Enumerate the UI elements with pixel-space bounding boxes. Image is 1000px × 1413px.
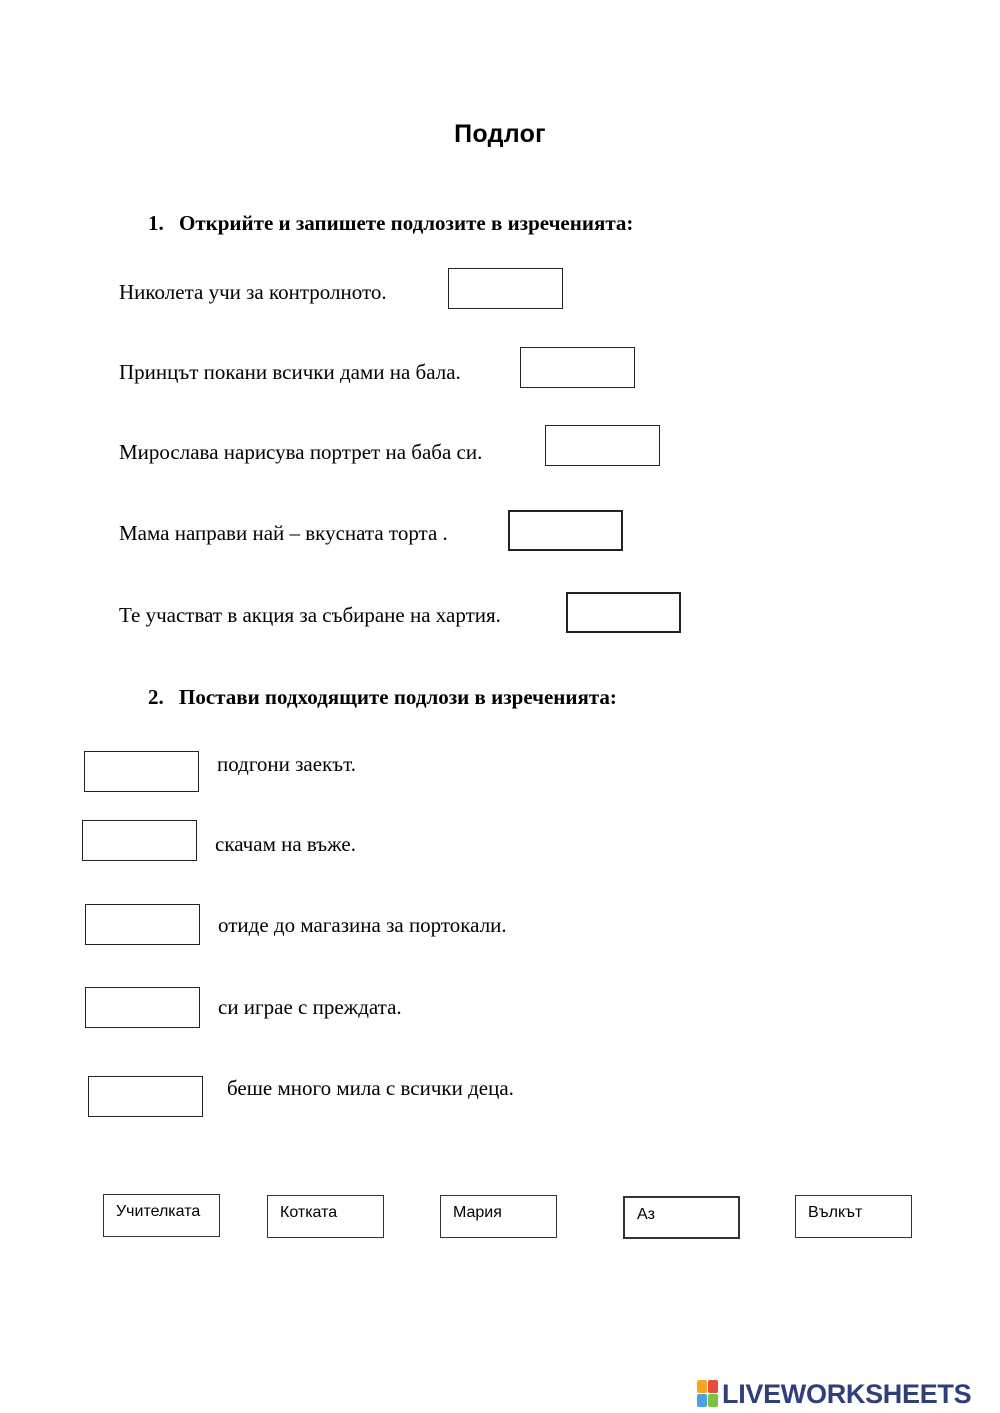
task-1-heading — [148, 211, 633, 236]
task-2-sentence: беше много мила с всички деца. — [227, 1076, 514, 1100]
task-2-sentence: отиде до магазина за портокали. — [218, 913, 507, 937]
task-1-sentence: Принцът покани всички дами на бала. — [119, 360, 461, 384]
task-2-number: 2. — [148, 685, 164, 709]
task-1-answer-box[interactable] — [566, 592, 681, 633]
task-2-answer-box[interactable] — [88, 1076, 203, 1117]
task-2-sentence: си играе с преждата. — [218, 995, 402, 1019]
task-1-answer-box[interactable] — [508, 510, 623, 551]
task-1-sentence: Те участват в акция за събиране на хартия. — [119, 603, 501, 627]
task-2-sentence: подгони заекът. — [217, 752, 356, 776]
word-bank-item[interactable]: Вълкът — [795, 1195, 912, 1238]
word-bank-item[interactable]: Учителката — [103, 1194, 220, 1237]
task-2-sentence: скачам на въже. — [215, 832, 356, 856]
task-2-answer-box[interactable] — [84, 751, 199, 792]
task-2-text: Постави подходящите подлози в изреченията: — [179, 685, 617, 709]
word-bank-item[interactable]: Аз — [623, 1196, 740, 1239]
task-1-sentence: Николета учи за контролното. — [119, 280, 387, 304]
word-bank-item[interactable]: Котката — [267, 1195, 384, 1238]
task-1-text: Открийте и запишете подлозите в изреченията: — [179, 211, 634, 235]
task-2-answer-box[interactable] — [85, 904, 200, 945]
page-title: Подлог — [454, 120, 546, 148]
task-1-answer-box[interactable] — [520, 347, 635, 388]
word-bank-item[interactable]: Мария — [440, 1195, 557, 1238]
task-2-answer-box[interactable] — [85, 987, 200, 1028]
logo-tiles-icon — [697, 1380, 719, 1408]
task-1-answer-box[interactable] — [545, 425, 660, 466]
task-1-answer-box[interactable] — [448, 268, 563, 309]
task-2-answer-box[interactable] — [82, 820, 197, 861]
task-1-sentence: Мирослава нарисува портрет на баба си. — [119, 440, 483, 464]
task-1-sentence: Мама направи най – вкусната торта . — [119, 521, 448, 545]
liveworksheets-logo — [697, 1378, 971, 1410]
task-1-number: 1. — [148, 211, 164, 235]
logo-text: LIVEWORKSHEETS — [722, 1378, 972, 1409]
task-2-heading — [148, 685, 617, 710]
